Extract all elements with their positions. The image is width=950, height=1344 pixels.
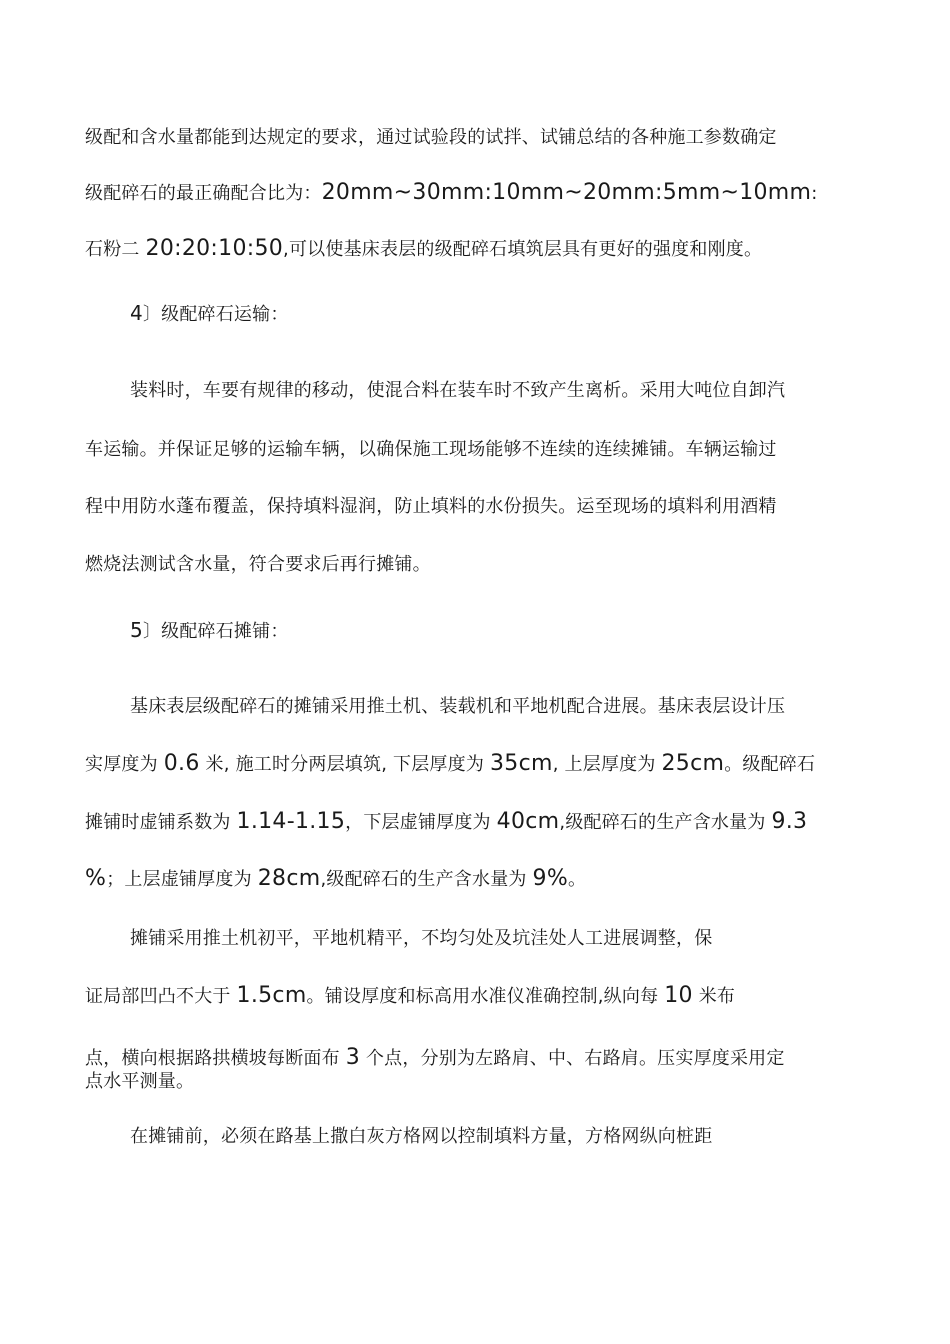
text-run: 。铺设厚度和标高用水准仪准确控制,纵向每 <box>306 986 665 1007</box>
paragraph-3-line-3 <box>85 809 807 836</box>
paragraph-3-line-4 <box>85 866 586 893</box>
text-run: ,级配碎石的生产含水量为 <box>559 812 772 833</box>
text-run: 个点，分别为左路肩、中、右路肩。压实厚度采用定 <box>360 1048 785 1069</box>
number-value: 1.14-1.15 <box>236 809 346 834</box>
text-run: ,级配碎石的生产含水量为 <box>320 869 533 890</box>
number-value: 28cm <box>257 866 321 891</box>
number-value: 35cm <box>489 751 553 776</box>
section-heading-4 <box>130 300 289 328</box>
number-value: 3 <box>345 1045 361 1070</box>
text-run: 石粉二 <box>85 239 146 260</box>
paragraph-2-line-4 <box>85 552 431 578</box>
number-value: 40cm <box>496 809 560 834</box>
paragraph-4-line-1 <box>130 926 712 952</box>
heading-text: 〕级配碎石运输： <box>142 304 289 325</box>
paragraph-2-line-1 <box>130 378 785 404</box>
text-run: 基床表层级配碎石的摊铺采用推土机、装载机和平地机配合进展。基床表层设计压 <box>130 696 786 717</box>
number-value: 0.6 <box>163 751 200 776</box>
text-run: 车运输。并保证足够的运输车辆，以确保施工现场能够不连续的连续摊铺。车辆运输过 <box>85 439 777 460</box>
text-run: 级配和含水量都能到达规定的要求，通过试验段的试拌、试铺总结的各种施工参数确定 <box>85 127 777 148</box>
paragraph-5-line-1 <box>130 1124 712 1150</box>
paragraph-2-line-3 <box>85 494 777 520</box>
text-run: , 上层厚度为 <box>552 754 662 775</box>
text-run: 摊铺时虚铺系数为 <box>85 812 237 833</box>
text-run: 燃烧法测试含水量，符合要求后再行摊铺。 <box>85 554 431 575</box>
text-run: 实厚度为 <box>85 754 164 775</box>
paragraph-3-line-2 <box>85 751 815 778</box>
mix-ratio: 20mm~30mm:10mm~20mm:5mm~10mm <box>321 180 812 205</box>
number-value: 9.3 <box>771 809 808 834</box>
text-run: 点，横向根据路拱横坡每断面布 <box>85 1048 346 1069</box>
paragraph-4-line-3 <box>85 1046 785 1071</box>
text-run: 。级配碎石 <box>724 754 816 775</box>
ratio-value: 20:20:10:50 <box>145 236 284 261</box>
text-run: ；上层虚铺厚度为 <box>106 869 258 890</box>
text-run: 米, 施工时分两层填筑, 下层厚度为 <box>199 754 490 775</box>
heading-number: 5 <box>130 618 143 642</box>
paragraph-1-line-2 <box>85 180 818 207</box>
number-value: 1.5cm <box>236 983 307 1008</box>
paragraph-1-line-1 <box>85 125 777 151</box>
text-run: 程中用防水蓬布覆盖，保持填料湿润，防止填料的水份损失。运至现场的填料利用酒精 <box>85 496 777 517</box>
heading-text: 〕级配碎石摊铺： <box>142 621 289 642</box>
text-run: 点水平测量。 <box>85 1071 195 1092</box>
text-run: 证局部凹凸不大于 <box>85 986 237 1007</box>
text-run: 在摊铺前，必须在路基上撒白灰方格网以控制填料方量，方格网纵向桩距 <box>130 1126 713 1147</box>
text-run: 级配碎石的最正确配合比为： <box>85 183 322 204</box>
paragraph-3-line-1 <box>130 694 785 720</box>
paragraph-4-line-2 <box>85 983 735 1010</box>
heading-number: 4 <box>130 301 143 325</box>
number-value: 25cm <box>661 751 725 776</box>
text-run: ，下层虚铺厚度为 <box>345 812 497 833</box>
paragraph-2-line-2 <box>85 437 777 463</box>
number-value: % <box>85 866 107 891</box>
text-run: 米布 <box>692 986 736 1007</box>
number-value: 10 <box>664 983 693 1008</box>
text-run: ,可以使基床表层的级配碎石填筑层具有更好的强度和刚度。 <box>283 239 763 260</box>
text-run: : <box>811 183 818 204</box>
paragraph-1-line-3 <box>85 236 762 263</box>
paragraph-4-line-4 <box>85 1070 194 1094</box>
text-run: 。 <box>568 869 587 890</box>
text-run: 摊铺采用推土机初平，平地机精平，不均匀处及坑洼处人工进展调整，保 <box>130 928 713 949</box>
section-heading-5 <box>130 617 289 645</box>
number-value: 9% <box>532 866 569 891</box>
text-run: 装料时，车要有规律的移动，使混合料在装车时不致产生离析。采用大吨位自卸汽 <box>130 380 786 401</box>
